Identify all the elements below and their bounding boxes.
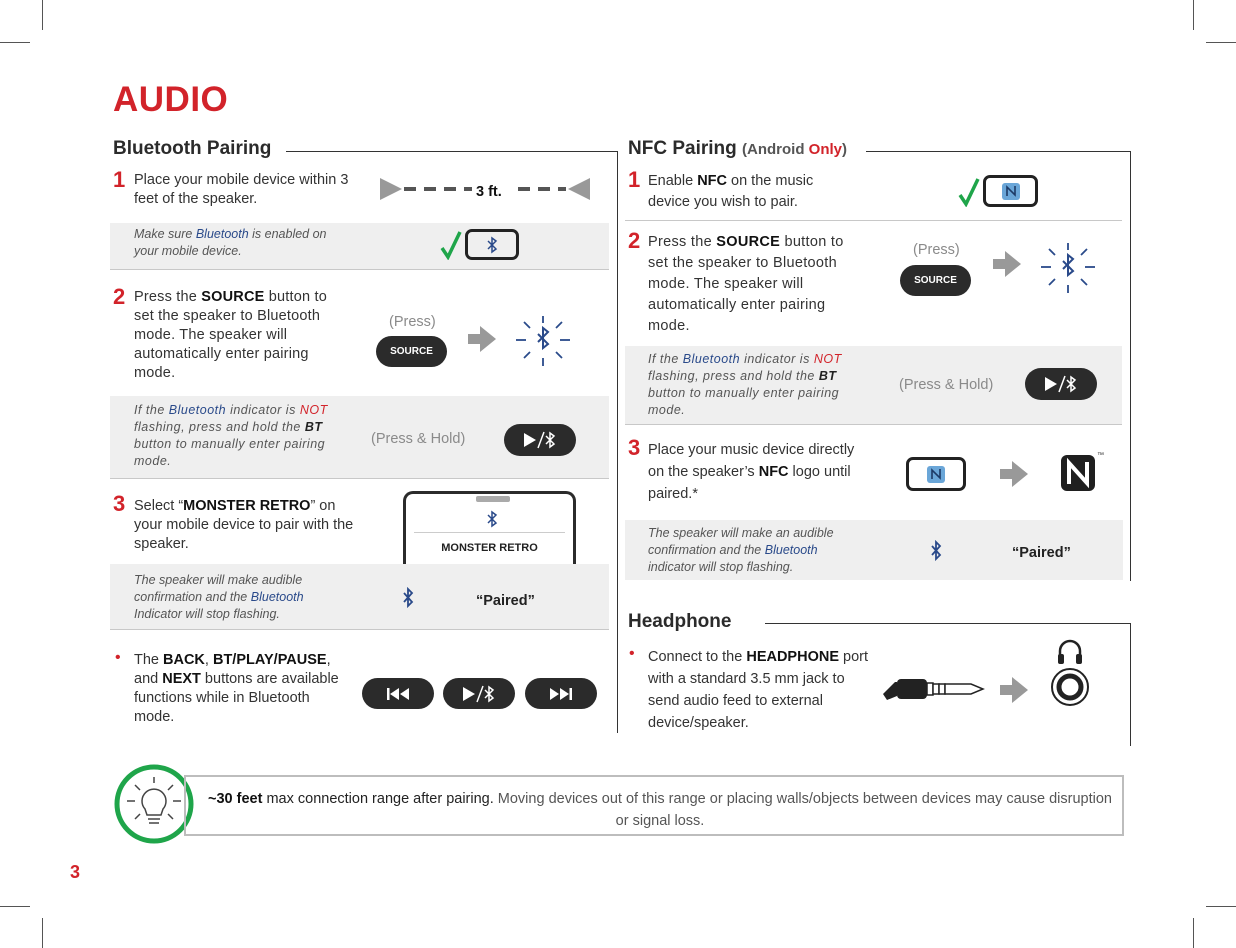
page-title: AUDIO <box>113 80 229 119</box>
step-text: Enable NFC on the music device you wish to pair. <box>648 173 814 210</box>
separator <box>110 478 609 479</box>
separator <box>625 424 1122 425</box>
phone-screen-illustration <box>403 491 576 564</box>
step-text: Press the SOURCE button to set the speaker to Bluetooth mode. The speaker will automatically enter pairing mode. <box>134 289 327 381</box>
bluetooth-heading: Bluetooth Pairing <box>113 138 272 159</box>
crop-mark <box>1206 42 1236 43</box>
divider <box>1130 623 1131 746</box>
press-label: (Press) <box>389 314 436 330</box>
divider <box>1130 151 1131 581</box>
bt-play-pause-button[interactable] <box>443 678 515 709</box>
note-text: The speaker will make audible confirmation and the Bluetooth Indicator will stop flashing. <box>134 573 304 621</box>
phone-nfc-icon <box>983 175 1038 207</box>
step-number: 3 <box>628 435 641 460</box>
bullet: • <box>629 645 635 662</box>
crop-mark <box>1206 906 1236 907</box>
crop-mark <box>1193 0 1194 30</box>
step-text: Place your music device directly on the speaker’s NFC logo until paired.* <box>648 442 855 502</box>
back-button[interactable] <box>362 678 434 709</box>
separator <box>110 269 609 270</box>
press-hold-label: (Press & Hold) <box>899 377 994 393</box>
arrow-right-icon <box>468 326 496 352</box>
headphone-jack-icon <box>883 676 985 702</box>
separator <box>625 220 1122 221</box>
step-number: 1 <box>628 167 641 192</box>
step-number: 2 <box>628 228 641 253</box>
paired-label: “Paired” <box>476 593 535 609</box>
tip-text: ~30 feet max connection range after pairing. Moving devices out of this range or placing walls/objects between devices may cause disruption or signal loss. <box>208 791 1112 829</box>
crop-mark <box>42 0 43 30</box>
press-label: (Press) <box>913 242 960 258</box>
phone-speaker-slot <box>476 496 510 502</box>
bullet: • <box>115 649 121 666</box>
next-button[interactable] <box>525 678 597 709</box>
step-text: Select “MONSTER RETRO” on your mobile device to pair with the speaker. <box>134 498 354 552</box>
crop-mark <box>42 918 43 948</box>
list-divider <box>414 532 565 533</box>
divider <box>617 151 618 733</box>
bt-play-pause-button[interactable] <box>1025 368 1097 400</box>
crop-mark <box>1193 918 1194 948</box>
nfc-logo-icon <box>1060 454 1096 492</box>
divider <box>866 151 1131 152</box>
step-text: The BACK, BT/PLAY/PAUSE, and NEXT buttons are available functions while in Bluetooth mode. <box>134 652 339 725</box>
check-icon <box>958 177 980 207</box>
step-text: Place your mobile device within 3 feet of the speaker. <box>134 172 349 207</box>
source-button[interactable]: SOURCE <box>376 336 447 367</box>
headphones-icon <box>1056 639 1084 665</box>
device-list-item[interactable]: MONSTER RETRO <box>441 542 538 554</box>
phone-nfc-icon <box>906 457 966 491</box>
step-number: 2 <box>113 284 126 309</box>
phone-bluetooth-icon <box>465 229 519 260</box>
headphone-port-icon <box>1050 667 1090 707</box>
step-number: 3 <box>113 491 126 516</box>
note-text: If the Bluetooth indicator is NOT flashing, press and hold the BT button to manually enter pairing mode. <box>648 352 842 417</box>
distance-label: 3 ft. <box>476 184 502 200</box>
note-text: The speaker will make an audible confirmation and the Bluetooth indicator will stop flashing. <box>648 526 834 574</box>
step-text: Press the SOURCE button to set the speaker to Bluetooth mode. The speaker will automatically enter pairing mode. <box>648 234 844 334</box>
crop-mark <box>0 42 30 43</box>
arrow-right-icon <box>1000 677 1028 703</box>
arrow-right-icon <box>1000 461 1028 487</box>
nfc-heading: NFC Pairing (Android Only) <box>628 138 848 159</box>
divider <box>286 151 618 152</box>
flashing-bluetooth-icon <box>1041 243 1095 293</box>
trademark-mark: ™ <box>1097 452 1104 459</box>
arrow-right-icon <box>993 251 1021 277</box>
check-icon <box>440 230 462 260</box>
note-text: Make sure Bluetooth is enabled on your mobile device. <box>134 227 327 258</box>
flashing-bluetooth-icon <box>516 316 570 366</box>
bluetooth-icon <box>402 587 414 609</box>
source-button[interactable]: SOURCE <box>900 265 971 296</box>
bt-play-pause-button[interactable] <box>504 424 576 456</box>
press-hold-label: (Press & Hold) <box>371 431 466 447</box>
page-number: 3 <box>70 862 81 882</box>
headphone-heading: Headphone <box>628 611 732 632</box>
bluetooth-icon <box>930 540 942 562</box>
divider <box>765 623 1131 624</box>
step-number: 1 <box>113 167 126 192</box>
note-text: If the Bluetooth indicator is NOT flashing, press and hold the BT button to manually enter pairing mode. <box>134 403 328 468</box>
lightbulb-tip-icon <box>113 763 195 845</box>
paired-label: “Paired” <box>1012 545 1071 561</box>
separator <box>110 629 609 630</box>
step-text: Connect to the HEADPHONE port with a standard 3.5 mm jack to send audio feed to external device/speaker. <box>648 649 869 731</box>
crop-mark <box>0 906 30 907</box>
bluetooth-icon <box>486 510 498 528</box>
